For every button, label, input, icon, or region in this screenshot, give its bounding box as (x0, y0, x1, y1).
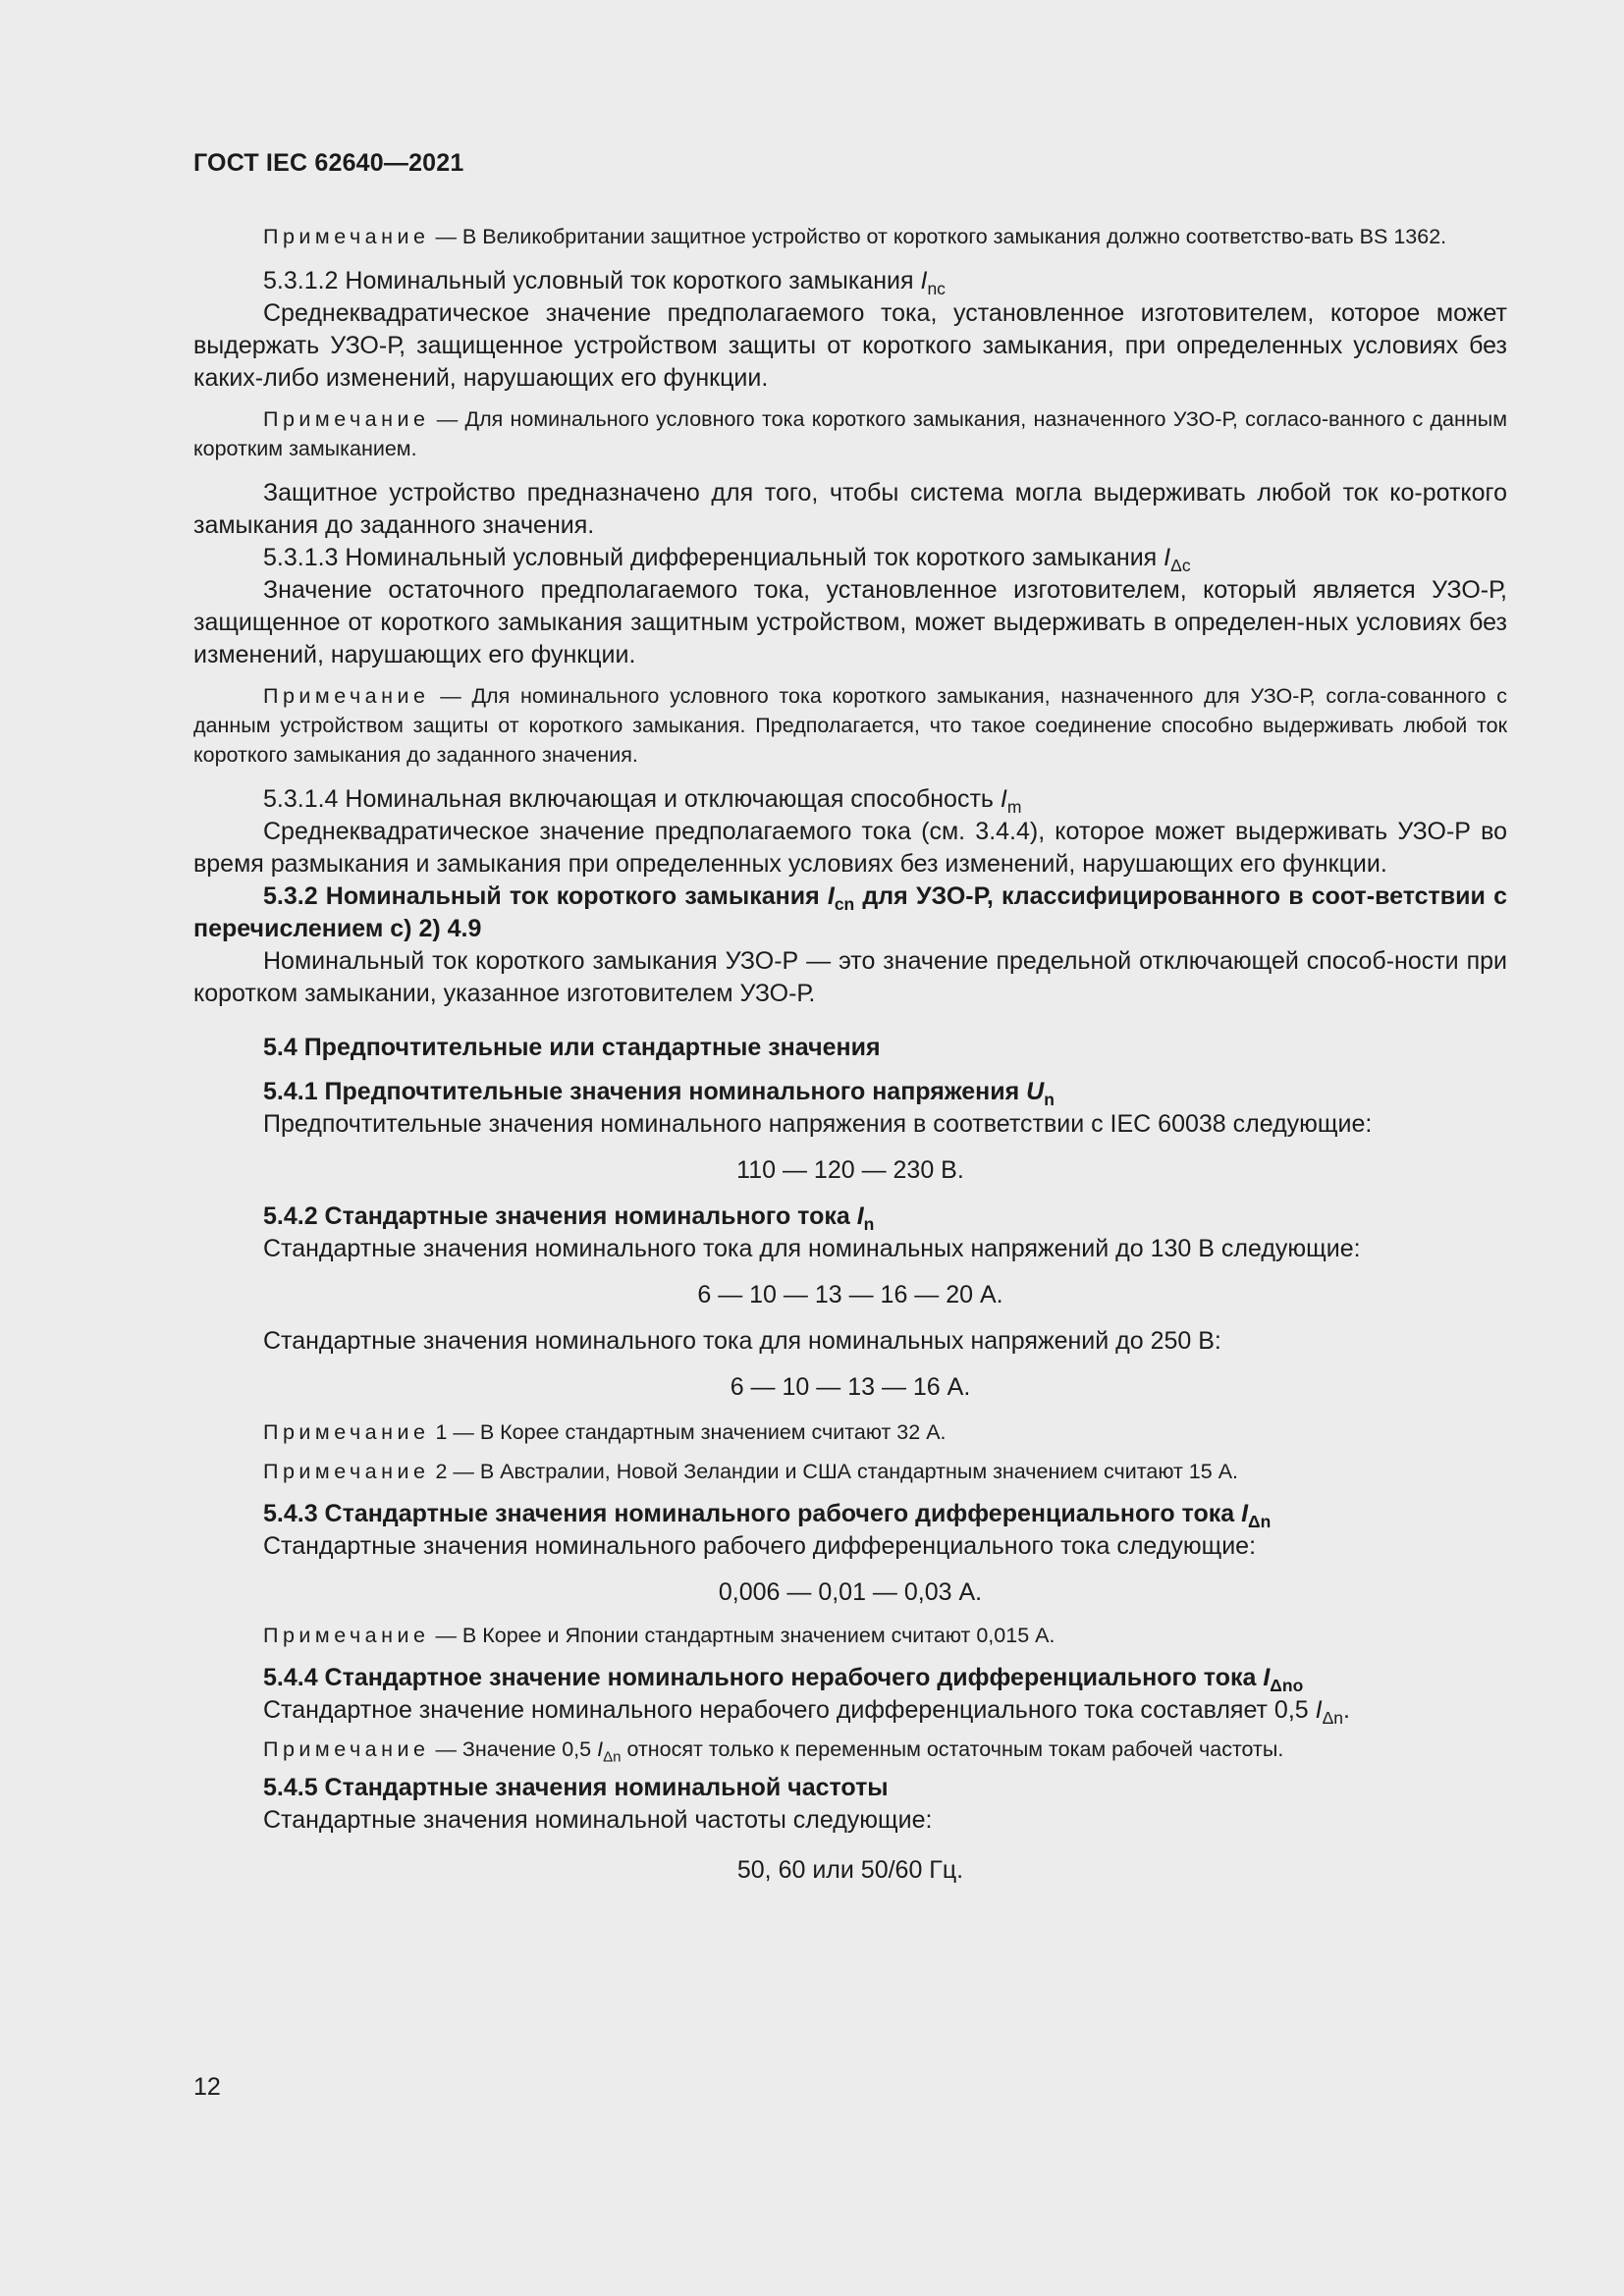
note-text: 1 — В Корее стандартным значением считают 32 А. (435, 1420, 947, 1444)
note-label: Примечание (263, 225, 430, 248)
symbol-sub: n (863, 1214, 875, 1235)
note-text: — В Великобритании защитное устройство от короткого замыкания должно соответство-вать BS 1362. (435, 225, 1447, 248)
paragraph: Стандартные значения номинальной частоты следующие: (263, 1806, 933, 1834)
page-content (193, 222, 1507, 1887)
note-label: Примечание (263, 1420, 430, 1444)
value-line: 110 — 120 — 230 В. (736, 1156, 964, 1184)
value-line: 50, 60 или 50/60 Гц. (736, 1856, 964, 1884)
paragraph: Стандартные значения номинального тока для номинальных напряжений до 250 В: (263, 1327, 1221, 1355)
paragraph: Стандартные значения номинального тока для номинальных напряжений до 130 В следующие: (263, 1235, 1361, 1262)
symbol: I (827, 882, 835, 910)
paragraph: Номинальный ток короткого замыкания УЗО-Р — это значение предельной отключающей способ-ности при коротком замыкании, указанное изготовителем УЗО-Р. (193, 947, 1507, 1007)
paragraph: Защитное устройство предназначено для того, чтобы система могла выдерживать любой ток ко-роткого замыкания до заданного значения. (193, 479, 1507, 539)
symbol-sub: Δn (1322, 1708, 1344, 1729)
section-heading: 5.3.2 Номинальный ток короткого замыкания $I_{cn}$ для УЗО-Р, классифицированного в соот-ветствии с перечислением с) 2) 4.9 (193, 882, 1507, 942)
note-label: Примечание (263, 1737, 430, 1761)
paragraph: Среднеквадратическое значение предполагаемого тока (см. 3.4.4), которое может выдерживать УЗО-Р во время размыкания и замыкания при определенных условиях без изменений, нарушающих его функции. (193, 818, 1507, 878)
note-text: — Для номинального условного тока короткого замыкания, назначенного для УЗО-Р, согла-сованного с данным устройством защиты от короткого замыкания. Предполагается, что такое соединение способно выдерживать любой ток короткого замыкания до заданного значения. (193, 684, 1507, 767)
symbol: I (920, 267, 928, 294)
symbol: I (1263, 1664, 1271, 1691)
symbol: I (597, 1737, 604, 1761)
section-heading: 5.4.1 Предпочтительные значения номинального напряжения $U_n$ (263, 1078, 1055, 1110)
section-heading: 5.3.1.3 Номинальный условный дифференциальный ток короткого замыкания $I_{\Delta c}$ (263, 544, 1191, 576)
page-number: 12 (193, 2073, 221, 2101)
symbol: U (1026, 1078, 1045, 1105)
section-heading: 5.4.3 Стандартные значения номинального рабочего дифференциального тока $I_{\Delta n}$ (263, 1500, 1272, 1532)
note-label: Примечание (263, 684, 430, 708)
note-label: Примечание (263, 407, 430, 431)
note-label: Примечание (263, 1624, 430, 1647)
section-heading: 5.4.4 Стандартное значение номинального нерабочего дифференциального тока $I_{\Delta no}$ (263, 1664, 1304, 1696)
note (193, 1621, 1507, 1650)
symbol-sub: Δc (1170, 556, 1191, 576)
symbol: I (1241, 1500, 1249, 1527)
note-text: — Для номинального условного тока короткого замыкания, назначенного УЗО-Р, согласо-ванного с данным коротким замыканием. (193, 407, 1507, 460)
note-text: 2 — В Австралии, Новой Зеландии и США стандартным значением считают 15 А. (435, 1460, 1239, 1483)
value-line: 6 — 10 — 13 — 16 А. (730, 1373, 971, 1401)
note (193, 1457, 1507, 1486)
symbol-sub: Δno (1270, 1676, 1304, 1696)
note (193, 222, 1507, 251)
symbol-sub: n (1044, 1090, 1055, 1110)
symbol-sub: Δn (603, 1748, 622, 1766)
note (193, 681, 1507, 770)
symbol-sub: cn (834, 894, 855, 915)
symbol: I (1315, 1696, 1323, 1724)
paragraph: Среднеквадратическое значение предполагаемого тока, установленное изготовителем, которое может выдержать УЗО-Р, защищенное устройством защиты от короткого замыкания, при определенных условиях без каких-либо изменений, нарушающих его функции. (193, 299, 1507, 392)
note-label: Примечание (263, 1460, 430, 1483)
section-heading: 5.3.1.4 Номинальная включающая и отключающая способность $I_m$ (263, 785, 1022, 818)
symbol: I (1000, 785, 1007, 813)
section-heading: 5.4 Предпочтительные или стандартные значения (263, 1034, 881, 1061)
page-header: ГОСТ IEC 62640—2021 (193, 149, 464, 177)
note-text: — В Корее и Японии стандартным значением считают 0,015 А. (435, 1624, 1056, 1647)
paragraph: Значение остаточного предполагаемого тока, установленное изготовителем, который является УЗО-Р, защищенное от короткого замыкания защитным устройством, может выдерживать в определен-ных условиях без изменений, нарушающих его функции. (193, 576, 1507, 668)
symbol-sub: m (1006, 797, 1022, 818)
symbol-sub: nc (927, 279, 946, 299)
note (193, 404, 1507, 463)
note (193, 1417, 1507, 1447)
paragraph: Предпочтительные значения номинального напряжения в соответствии с IEC 60038 следующие: (263, 1110, 1373, 1138)
value-line: 6 — 10 — 13 — 16 — 20 А. (697, 1281, 1003, 1308)
symbol: I (1164, 544, 1171, 571)
symbol-sub: Δn (1248, 1512, 1272, 1532)
paragraph: Стандартные значения номинального рабочего дифференциального тока следующие: (263, 1532, 1257, 1560)
symbol: I (856, 1202, 864, 1230)
section-heading: 5.3.1.2 Номинальный условный ток короткого замыкания $I_{nc}$ (263, 267, 946, 299)
section-heading: 5.4.2 Стандартные значения номинального тока $I_n$ (263, 1202, 875, 1235)
paragraph: Стандартное значение номинального нерабочего дифференциального тока составляет 0,5 $I_{\Delta n}$. (263, 1696, 1350, 1729)
note: Примечание — Значение 0,5 $I_{\Delta n}$ относят только к переменным остаточным токам рабочей частоты. (263, 1737, 1284, 1766)
section-heading: 5.4.5 Стандартные значения номинальной частоты (263, 1774, 889, 1801)
value-line: 0,006 — 0,01 — 0,03 А. (718, 1578, 983, 1606)
